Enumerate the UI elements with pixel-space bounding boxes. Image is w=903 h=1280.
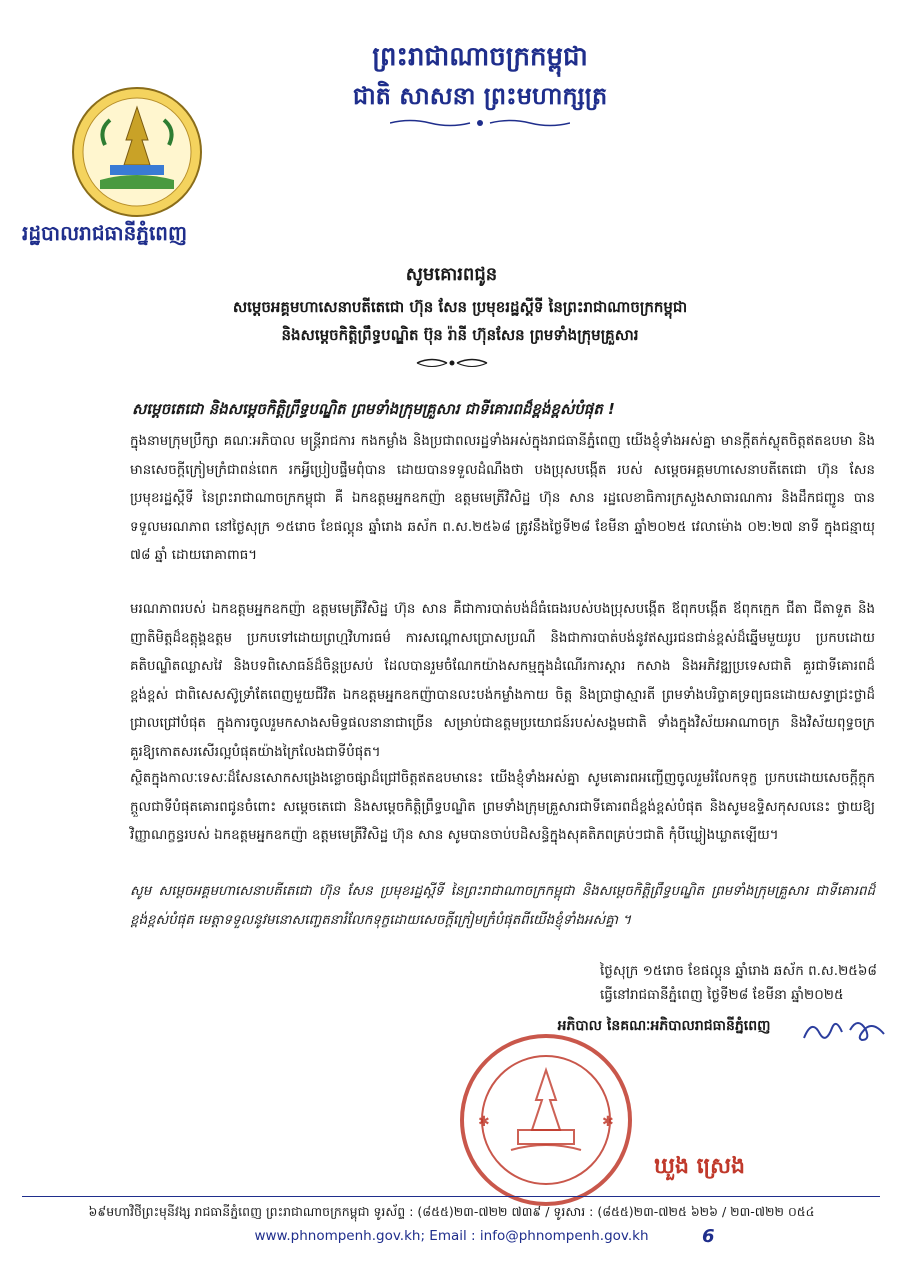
national-motto: ជាតិ សាសនា ព្រះមហាក្សត្រ [352,82,608,110]
signer-name: ឃួង ស្រេង [654,1154,746,1179]
svg-text:✱: ✱ [602,1114,614,1130]
signer-title: អភិបាល នៃគណៈអភិបាលរាជធានីភ្នំពេញ [557,1018,771,1034]
lunar-date: ថ្ងៃសុក្រ ១៥រោច ខែផល្គុន ឆ្នាំរោង ឆស័ក ព.ស.២៥៦៨ [600,963,877,979]
footer-contact [0,1228,903,1244]
heading-ornament [412,356,492,370]
official-seal-icon [456,1030,636,1210]
handwritten-page-mark: 6 [702,1226,715,1247]
email-link[interactable]: info@phnompenh.gov.kh [479,1228,649,1244]
issuing-office: រដ្ឋបាលរាជធានីភ្នំពេញ [22,221,188,245]
footer-address: ៦៩មហាវិថីព្រះមុនីវង្ស រាជធានីភ្នំពេញ ព្រះរាជាណាចក្រកម្ពុជា ទូរស័ព្ទ : (៨៥៥)២៣-៧២២ ៧៣៩ / ទូរសារ : (៨៥៥)២៣-៧២៥ ៦២៦ / ២៣-៧២២ ០៥៤ [88,1204,815,1219]
body-paragraph-2: មរណភាពរបស់ ឯកឧត្តមអ្នកឧកញ៉ា ឧត្តមមេត្រីវិសិដ្ឋ ហ៊ុន សាន គឺជាការបាត់បង់ដ៏ធំធេងរបស់បងប្រុសបង្កើត ឪពុកបង្កើត ឪពុកក្មេក ជីតា ជីតាទួត និងញាតិមិត្តដ៏ឧត្តុង្គឧត្តម ប្រកបទៅដោយព្រហ្មវិហារធម៌ ការសណ្ដោសប្រោសប្រណី និងជាការបាត់បង់នូវឥស្សរជនជាន់ខ្ពស់ដ៏ឆ្នើមមួយរូប ប្រកបដោយគតិបណ្ឌិតឈ្លាសវៃ និងបទពិសោធន៍ដ៏ចិន្ដប្រសប់ ដែលបានរួមចំណែកយ៉ាងសកម្មក្នុងដំណើរការស្ដារ កសាង និងអភិវឌ្ឍប្រទេសជាតិ គួរជាទីគោរពដ៏ខ្ពង់ខ្ពស់ ជាពិសេសស៊ូទ្រាំតែពេញមួយជីវិត ឯកឧត្តមអ្នកឧកញ៉ាបានលះបង់កម្លាំងកាយ ចិត្ត និងប្រាជ្ញាស្មារតី ព្រមទាំងបរិច្ចាគទ្រព្យធនដោយសទ្ធាជ្រះថ្លាដ៏ជ្រាលជ្រៅបំផុត ក្នុងការចូលរួមកសាងសមិទ្ធផលនានាជាច្រើន សម្រាប់ជាឧត្តមប្រយោជន៍របស់សង្គមជាតិ ទាំងក្នុងវិស័យអាណាចក្រ និងវិស័យពុទ្ធចក្រ គួរឱ្យកោតសរសើរល្អបំផុតយ៉ាងក្រៃលែងជាទីបំផុត។ [130,602,875,760]
footer-divider [22,1196,880,1197]
kingdom-title: ព្រះរាជាណាចក្រកម្ពុជា [372,42,588,72]
subject-line: សម្ដេចតេជោ និងសម្ដេចកិត្តិព្រឹទ្ធបណ្ឌិត ព្រមទាំងក្រុមគ្រួសារ ជាទីគោរពដ៏ខ្ពង់ខ្ពស់បំផុត ! [132,400,615,418]
municipal-emblem-icon [70,85,205,220]
body-paragraph-1: ក្នុងនាមក្រុមប្រឹក្សា គណៈអភិបាល មន្ត្រីរាជការ កងកម្លាំង និងប្រជាពលរដ្ឋទាំងអស់ក្នុងរាជធានីភ្នំពេញ យើងខ្ញុំទាំងអស់គ្នា មានក្ដីតក់ស្លុតចិត្តឥតឧបមា និងមានសេចក្ដីក្រៀមក្រំជាពន់ពេក រកអ្វីប្រៀបផ្ទឹមពុំបាន ដោយបានទទួលដំណឹងថា បងប្រុសបង្កើត របស់ សម្ដេចអគ្គមហាសេនាបតីតេជោ ហ៊ុន សែន ប្រមុខរដ្ឋស្ដីទី នៃព្រះរាជាណាចក្រកម្ពុជា គឺ ឯកឧត្តមអ្នកឧកញ៉ា ឧត្តមមេត្រីវិសិដ្ឋ ហ៊ុន សាន រដ្ឋលេខាធិការក្រសួងសាធារណការ និងដឹកជញ្ជូន បានទទួលមរណភាព នៅថ្ងៃសុក្រ ១៥រោច ខែផល្គុន ឆ្នាំរោង ឆស័ក ព.ស.២៥៦៨ ត្រូវនឹងថ្ងៃទី២៨ ខែមីនា ឆ្នាំ២០២៥ វេលាម៉ោង ០២:២៧ នាទី ក្នុងជន្មាយុ ៧៨ ឆ្នាំ ដោយរោគាពាធ។ [130,434,875,563]
body-paragraph-3: ស្ថិតក្នុងកាលៈទេសៈដ៏សែនសោកសង្រេងខ្លោចផ្សាដ៏ជ្រៅចិត្តឥតឧបមានេះ យើងខ្ញុំទាំងអស់គ្នា សូមគោរពអញ្ជើញចូលរួមរំលែកទុក្ខ ប្រកបដោយសេចក្ដីក្ដុកក្ដួលជាទីបំផុតគោរពជូនចំពោះ សម្ដេចតេជោ និងសម្ដេចកិត្តិព្រឹទ្ធបណ្ឌិត ព្រមទាំងក្រុមគ្រួសារជាទីគោរពដ៏ខ្ពង់ខ្ពស់បំផុត និងសូមឧទ្ទិសកុសលនេះ ថ្វាយឱ្យវិញ្ញាណក្ខន្ធរបស់ ឯកឧត្តមអ្នកឧកញ៉ា ឧត្តមមេត្រីវិសិដ្ឋ ហ៊ុន សាន សូមបានចាប់បដិសន្ធិក្នុងសុគតិភពគ្រប់ៗជាតិ កុំបីឃ្លៀងឃ្លាតឡើយ។ [130,771,875,843]
place-and-date: ធ្វើនៅរាជធានីភ្នំពេញ ថ្ងៃទី២៨ ខែមីនា ឆ្នាំ២០២៥ [600,987,844,1003]
recipient-line-1: សម្ដេចអគ្គមហាសេនាបតីតេជោ ហ៊ុន សែន ប្រមុខរដ្ឋស្ដីទី នៃព្រះរាជាណាចក្រកម្ពុជា [232,298,688,316]
recipient-line-2: និងសម្ដេចកិត្តិព្រឹទ្ធបណ្ឌិត ប៊ុន រ៉ានី ហ៊ុនសែន ព្រមទាំងក្រុមគ្រួសារ [281,326,639,344]
email-label: ; Email : [420,1228,480,1244]
svg-text:✱: ✱ [478,1114,490,1130]
body-paragraph-4: សូម សម្ដេចអគ្គមហាសេនាបតីតេជោ ហ៊ុន សែន ប្រមុខរដ្ឋស្ដីទី នៃព្រះរាជាណាចក្រកម្ពុជា និងសម្ដេចកិត្តិព្រឹទ្ធបណ្ឌិត ព្រមទាំងក្រុមគ្រួសារ ជាទីគោរពដ៏ខ្ពង់ខ្ពស់បំផុត មេត្តាទទួលនូវមនោសញ្ចេតនារំលែកទុក្ខដោយសេចក្ដីក្រៀមក្រំបំផុតពីយើងខ្ញុំទាំងអស់គ្នា ។ [130,884,875,928]
website-link[interactable]: www.phnompenh.gov.kh [254,1228,421,1244]
greeting-heading: សូមគោរពជូន [405,264,498,285]
handwritten-signature-icon [800,1010,890,1050]
motto-ornament [390,118,570,128]
